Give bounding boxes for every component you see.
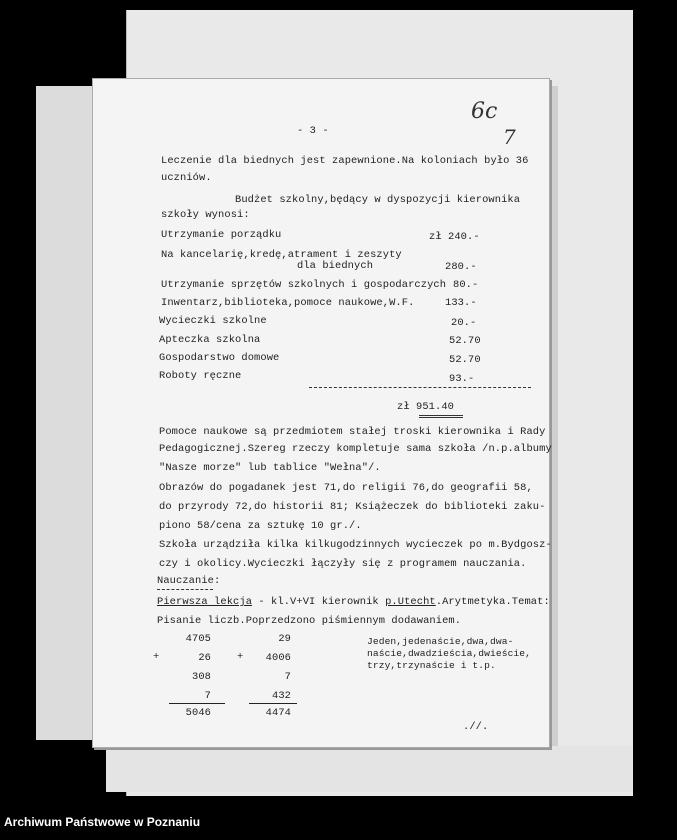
budget-item-label: Utrzymanie sprzętów szkolnych i gospodarczych: [161, 279, 447, 291]
sum-col2-total: 4474: [265, 707, 291, 719]
budget-item-label: Roboty ręczne: [159, 370, 242, 382]
sum-col2-value: 432: [271, 690, 291, 702]
sum-col2-value: 7: [284, 671, 291, 683]
heading-underline: [157, 589, 213, 590]
budget-item-amount: zł 240.-: [429, 231, 480, 243]
budget-item-label: Gospodarstwo domowe: [159, 352, 280, 364]
budget-item-label-cont: dla biednych: [297, 260, 374, 272]
sum-col2-value: 29: [278, 633, 291, 645]
para2-line: "Nasze morze" lub tablice "Wełna"/.: [159, 462, 381, 474]
plus-sign: +: [237, 651, 244, 663]
para2-line: czy i okolicy.Wycieczki łączyły się z programem nauczania.: [159, 558, 527, 570]
para2-line: do przyrody 72,do historii 81; Książeczek do biblioteki zaku-: [159, 501, 546, 513]
budget-total: zł 951.40: [397, 401, 455, 413]
budget-item-label: Inwentarz,biblioteka,pomoce naukowe,W.F.: [161, 297, 415, 309]
sum-separator-line: [309, 387, 531, 388]
para2-line: Szkoła urządziła kilka kilkugodzinnych wycieczek po m.Bydgosz-: [159, 539, 552, 551]
teaching-heading: Nauczanie:: [157, 575, 221, 587]
archive-label: Archiwum Państwowe w Poznaniu: [4, 815, 201, 829]
budget-item-amount: 80.-: [453, 279, 479, 291]
folio-number: 6c: [471, 99, 498, 124]
sum-col1-value: 308: [191, 671, 211, 683]
para2-line: Pomoce naukowe są przedmiotem stałej troski kierownika i Rady: [159, 426, 546, 438]
sum-rule: [249, 703, 297, 704]
budget-intro-line: szkoły wynosi:: [161, 209, 250, 221]
budget-item-label: Na kancelarię,kredę,atrament i zeszyty: [161, 249, 402, 261]
sum-col1-value: 4705: [185, 633, 211, 645]
para1-line: uczniów.: [161, 172, 212, 184]
para2-line: Obrazów do pogadanek jest 71,do religii 76,do geografii 58,: [159, 482, 533, 494]
sum-col1-value: 26: [198, 652, 211, 664]
budget-item-amount: 20.-: [451, 317, 477, 329]
lesson-text: - kl.V+VI kierownik: [252, 596, 386, 608]
plus-sign: +: [153, 651, 160, 663]
words-note-line: Jeden,jedenaście,dwa,dwa-: [367, 636, 514, 647]
budget-item-amount: 93.-: [449, 373, 475, 385]
budget-intro-line: Budżet szkolny,będący w dyspozycji kierownika: [235, 194, 521, 206]
budget-item-amount: 52.70: [449, 354, 481, 366]
page-number: - 3 -: [297, 125, 329, 137]
lesson-line: Pisanie liczb.Poprzedzono piśmiennym dodawaniem.: [157, 615, 462, 627]
budget-item-label: Apteczka szkolna: [159, 334, 261, 346]
document-page: [92, 78, 550, 748]
sum-col2-value: 4006: [265, 652, 291, 664]
lesson-text: .Arytmetyka.Temat:: [435, 596, 550, 608]
words-note-line: trzy,trzynaście i t.p.: [367, 660, 496, 671]
folio-number-second: 7: [503, 125, 516, 149]
budget-item-label: Wycieczki szkolne: [159, 315, 267, 327]
para2-line: Pedagogicznej.Szereg rzeczy kompletuje sama szkoła /n.p.albumy: [159, 443, 552, 455]
total-double-underline: [419, 415, 463, 418]
budget-item-label: Utrzymanie porządku: [161, 229, 282, 241]
para2-line: piono 58/cena za sztukę 10 gr./.: [159, 520, 362, 532]
sum-col1-total: 5046: [185, 707, 211, 719]
sum-rule: [169, 703, 225, 704]
background-sheet-bottom: [106, 746, 632, 792]
budget-item-amount: 133.-: [445, 297, 477, 309]
background-sheet-left: [36, 86, 94, 740]
lesson-title: Pierwsza lekcja: [157, 596, 253, 608]
para1-line: Leczenie dla biednych jest zapewnione.Na koloniach było 36: [161, 155, 529, 167]
words-note-line: naście,dwadzieścia,dwieście,: [367, 648, 532, 659]
budget-item-amount: 280.-: [445, 261, 477, 273]
lesson-teacher: p.Utecht: [385, 596, 436, 608]
end-mark: .//.: [463, 721, 489, 733]
budget-item-amount: 52.70: [449, 335, 481, 347]
lesson-line: [157, 596, 550, 608]
sum-col1-value: 7: [204, 690, 211, 702]
